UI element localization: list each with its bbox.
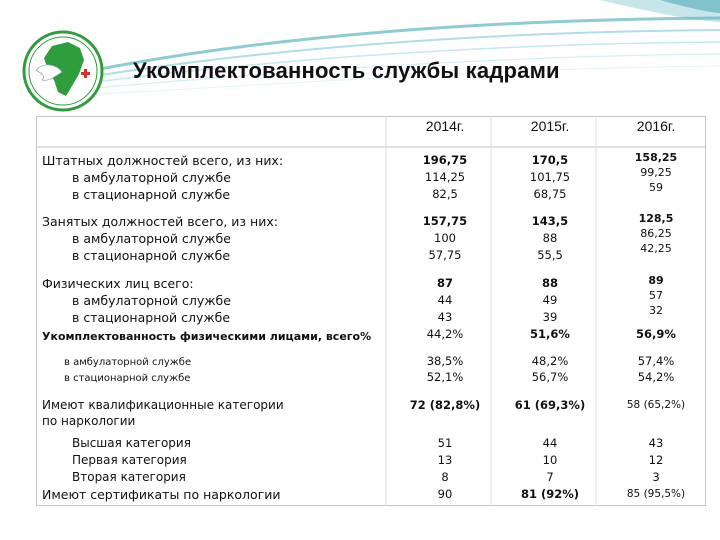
year-header-2014: 2014г. xyxy=(425,118,465,134)
table-cell: 59 xyxy=(649,181,663,194)
table-cell: 13 xyxy=(437,453,453,467)
row-label: в амбулаторной службе xyxy=(64,357,192,368)
row-label: в амбулаторной службе xyxy=(72,231,231,246)
row-label: Имеют сертификаты по наркологии xyxy=(42,487,281,502)
row-label: Вторая категория xyxy=(72,470,186,484)
row-label: Занятых должностей всего, из них: xyxy=(42,214,278,229)
table-cell: 48,2% xyxy=(531,354,569,368)
table-cell: 44 xyxy=(542,436,558,450)
table-cell: 32 xyxy=(649,304,663,317)
table-cell: 72 (82,8%) xyxy=(409,398,481,412)
table-cell: 61 (69,3%) xyxy=(514,398,586,412)
table-cell: 51,6% xyxy=(530,327,570,341)
row-label: в амбулаторной службе xyxy=(72,293,231,308)
row-label: по наркологии xyxy=(42,414,136,428)
table-cell: 56,7% xyxy=(531,370,569,384)
table-cell: 158,25 xyxy=(634,151,678,164)
table-cell: 42,25 xyxy=(640,242,672,255)
table-cell: 87 xyxy=(436,276,453,290)
table-cell: 43 xyxy=(648,436,664,450)
row-label: Штатных должностей всего, из них: xyxy=(42,153,284,168)
table-cell: 68,75 xyxy=(533,187,567,201)
table-cell: 196,75 xyxy=(422,153,468,167)
table-cell: 54,2% xyxy=(637,370,675,384)
table-cell: 101,75 xyxy=(529,170,571,184)
table-cell: 99,25 xyxy=(640,166,672,179)
table-cell: 49 xyxy=(542,293,558,307)
table-cell: 57,4% xyxy=(637,354,675,368)
row-label: в стационарной службе xyxy=(72,310,231,325)
table-cell: 89 xyxy=(648,274,664,287)
table-cell: 128,5 xyxy=(638,212,674,225)
table-cell: 157,75 xyxy=(422,214,468,228)
table-cell: 44,2% xyxy=(426,327,464,341)
table-cell: 39 xyxy=(542,310,558,324)
table-cell: 7 xyxy=(546,470,554,484)
table-cell: 58 (65,2%) xyxy=(626,399,686,411)
table-cell: 82,5 xyxy=(432,187,458,201)
table-cell: 170,5 xyxy=(531,153,569,167)
table-cell: 81 (92%) xyxy=(520,487,580,501)
row-label: в стационарной службе xyxy=(72,187,231,202)
year-header-2016: 2016г. xyxy=(636,118,676,134)
table-cell: 51 xyxy=(437,436,453,450)
table-cell: 86,25 xyxy=(640,227,672,240)
row-label: в стационарной службе xyxy=(64,373,191,384)
table-cell: 56,9% xyxy=(636,327,676,341)
table-cell: 100 xyxy=(434,231,456,245)
table-cell: 38,5% xyxy=(426,354,464,368)
row-label: Физических лиц всего: xyxy=(42,276,194,291)
table-cell: 90 xyxy=(437,487,453,501)
row-label: Имеют квалификационные категории xyxy=(42,398,284,412)
table-cell: 88 xyxy=(542,231,558,245)
table-cell: 55,5 xyxy=(537,248,563,262)
year-header-2015: 2015г. xyxy=(530,118,570,134)
table-cell: 43 xyxy=(437,310,453,324)
table-cell: 57,75 xyxy=(428,248,462,262)
row-label: Высшая категория xyxy=(72,436,191,450)
organization-logo xyxy=(22,30,104,112)
table-cell: 8 xyxy=(441,470,449,484)
row-label: в амбулаторной службе xyxy=(72,170,231,185)
row-label: Укомплектованность физическими лицами, всего% xyxy=(42,330,372,343)
page-title: Укомплектованность службы кадрами xyxy=(133,58,560,83)
table-cell: 52,1% xyxy=(426,370,464,384)
table-cell: 114,25 xyxy=(424,170,466,184)
table-cell: 85 (95,5%) xyxy=(626,488,686,500)
table-cell: 44 xyxy=(437,293,453,307)
table-cell: 57 xyxy=(649,289,663,302)
table-cell: 12 xyxy=(648,453,664,467)
table-cell: 10 xyxy=(542,453,558,467)
row-label: Первая категория xyxy=(72,453,187,467)
table-cell: 88 xyxy=(541,276,558,290)
table-cell: 143,5 xyxy=(531,214,569,228)
row-label: в стационарной службе xyxy=(72,248,231,263)
table-cell: 3 xyxy=(652,470,660,484)
